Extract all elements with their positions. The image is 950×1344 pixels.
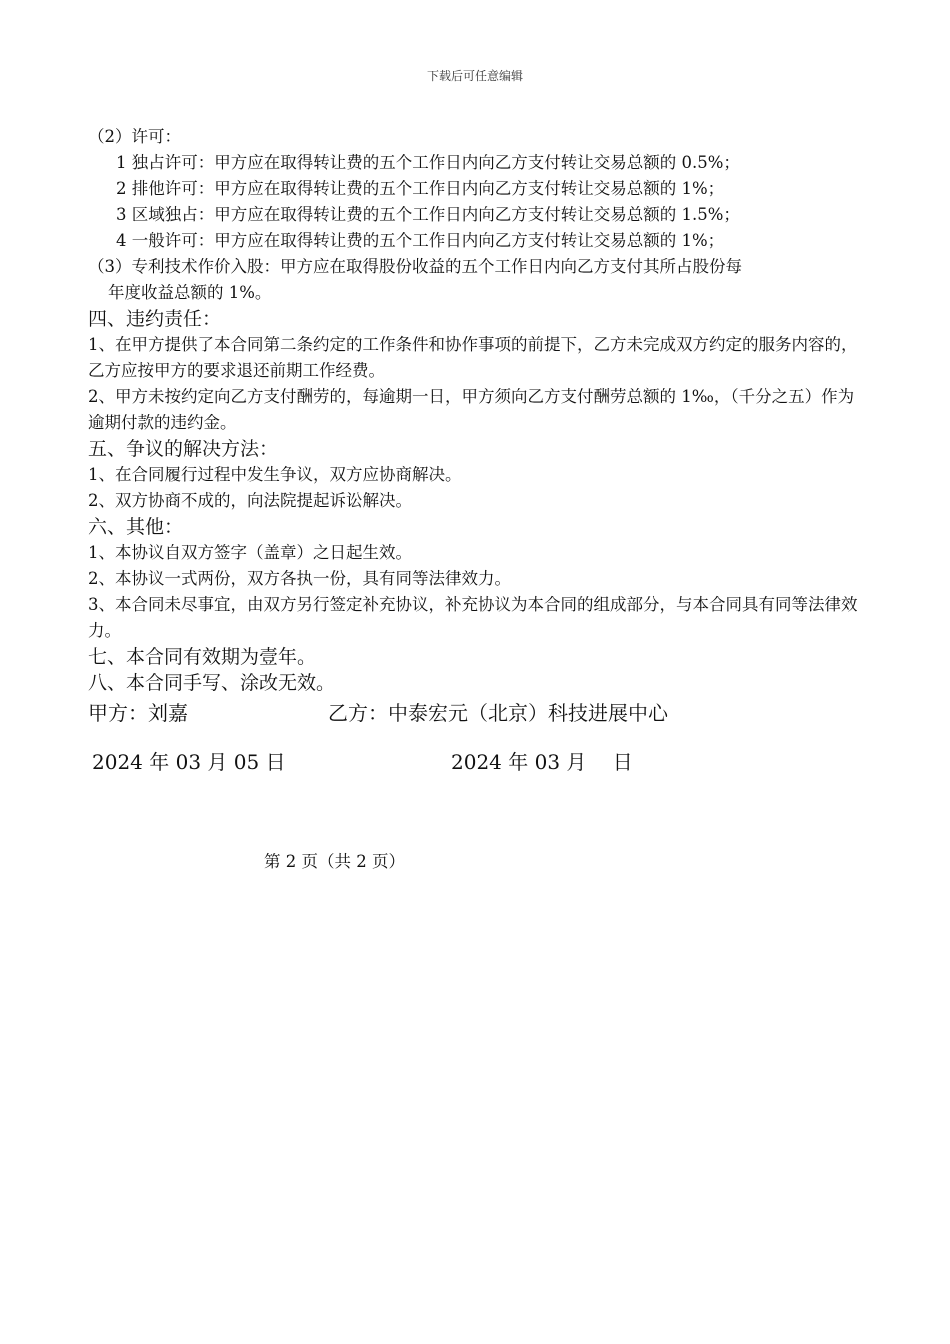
section-title-no-alteration: 八、本合同手写、涂改无效。 <box>88 672 336 694</box>
section-title-dispute: 五、争议的解决方法： <box>88 438 279 460</box>
license-item-sole: 2 排他许可：甲方应在取得转让费的五个工作日内向乙方支付转让交易总额的 1%； <box>116 179 725 198</box>
liability-item-2: 2、甲方未按约定向乙方支付酬劳的，每逾期一日，甲方须向乙方支付酬劳总额的 1‰，（千分之五）作为逾期付款的违约金。 <box>88 387 855 432</box>
other-item-3: 3、本合同未尽事宜，由双方另行签定补充协议，补充协议为本合同的组成部分，与本合同具有同等法律效力。 <box>88 595 858 640</box>
license-item-general: 4 一般许可：甲方应在取得转让费的五个工作日内向乙方支付转让交易总额的 1%； <box>116 231 725 250</box>
party-b-signature: 乙方：中泰宏元（北京）科技进展中心 <box>328 701 668 725</box>
page-header: 下载后可任意编辑 <box>426 69 523 83</box>
party-a-date: 2024 年 03 月 05 日 <box>92 750 286 774</box>
license-item-regional: 3 区域独占：甲方应在取得转让费的五个工作日内向乙方支付转让交易总额的 1.5%； <box>116 205 740 224</box>
dispute-item-1: 1、在合同履行过程中发生争议，双方应协商解决。 <box>88 465 462 484</box>
other-item-1: 1、本协议自双方签字（盖章）之日起生效。 <box>88 543 412 562</box>
section-title-validity: 七、本合同有效期为壹年。 <box>88 646 317 668</box>
liability-item-1: 1、在甲方提供了本合同第二条约定的工作条件和协作事项的前提下，乙方未完成双方约定的服务内容的，乙方应按甲方的要求退还前期工作经费。 <box>88 335 858 380</box>
dispute-item-2: 2、双方协商不成的，向法院提起诉讼解决。 <box>88 491 412 510</box>
contract-body <box>88 124 858 696</box>
party-a-signature: 甲方：刘嘉 <box>88 701 188 725</box>
license-item-exclusive: 1 独占许可：甲方应在取得转让费的五个工作日内向乙方支付转让交易总额的 0.5%； <box>116 153 740 172</box>
section-title-other: 六、其他： <box>88 516 184 538</box>
license-title: （2）许可： <box>88 127 181 146</box>
equity-clause-line2: 年度收益总额的 1%。 <box>108 283 272 302</box>
page-number: 第 2 页（共 2 页） <box>264 852 405 871</box>
party-b-date: 2024 年 03 月 日 <box>451 750 633 774</box>
equity-clause-line1: （3）专利技术作价入股：甲方应在取得股份收益的五个工作日内向乙方支付其所占股份每 <box>88 257 742 276</box>
other-item-2: 2、本协议一式两份，双方各执一份，具有同等法律效力。 <box>88 569 511 588</box>
section-title-liability: 四、违约责任： <box>88 308 222 330</box>
